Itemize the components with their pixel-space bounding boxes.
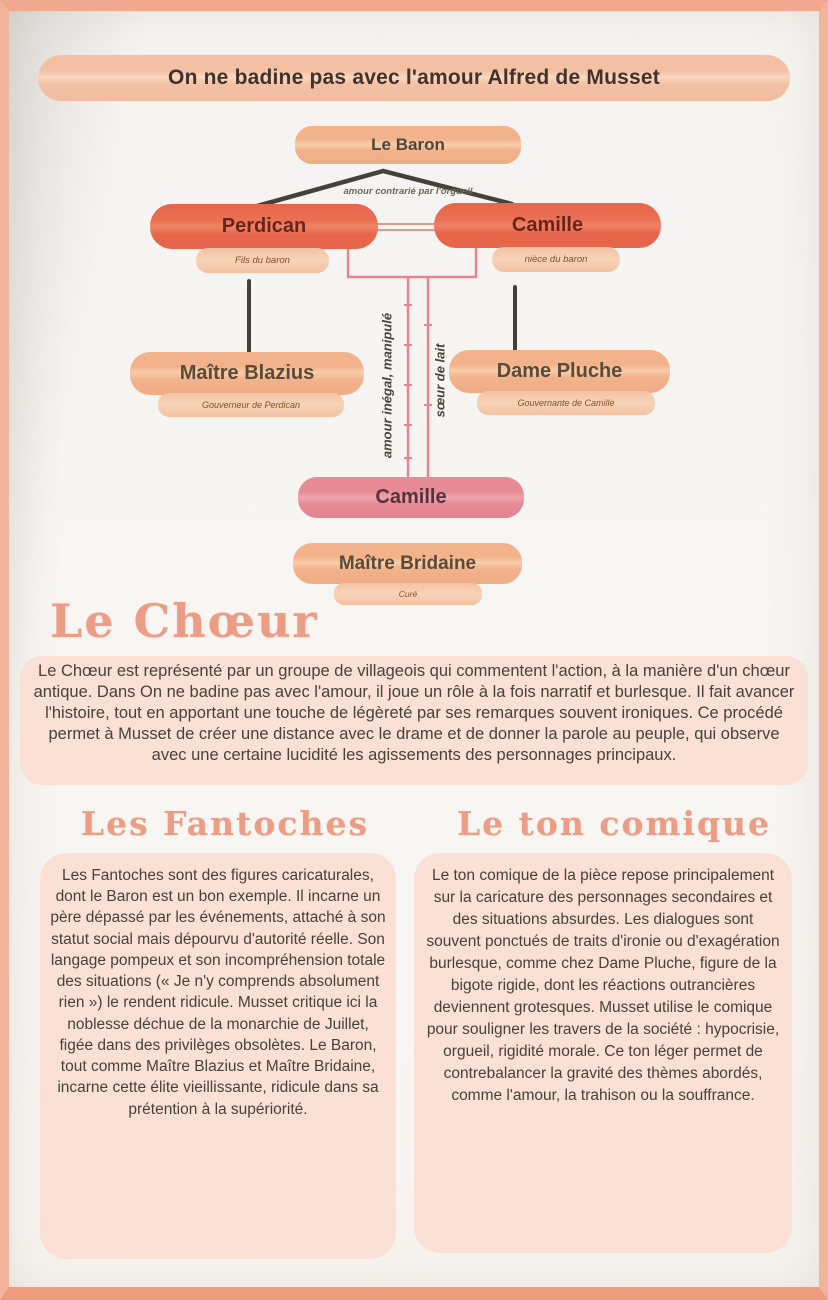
page-title-text: On ne badine pas avec l'amour Alfred de Musset: [168, 66, 660, 89]
role-blazius: Gouverneur de Perdican: [158, 393, 344, 417]
edge-label-amour-inegal: amour inégal, manipulé: [379, 312, 395, 459]
section-card-le-ton-comique: [414, 853, 792, 1253]
node-le-baron: [295, 126, 521, 164]
section-heading-le-ton-comique: Le ton comique: [456, 804, 772, 843]
role-camille: nièce du baron: [492, 247, 620, 272]
node-maitre-blazius: [130, 352, 364, 395]
node-le-baron-label: Le Baron: [371, 135, 445, 154]
node-maitre-bridaine: [293, 543, 522, 584]
node-perdican-label: Perdican: [221, 215, 307, 237]
node-soeur-de-lait-camille: [298, 477, 524, 518]
node-maitre-blazius-label: Maître Blazius: [179, 362, 315, 384]
node-dame-pluche-label: Dame Pluche: [496, 360, 623, 382]
node-soeur-de-lait-camille-label: Camille: [375, 486, 447, 508]
section-card-le-choeur: [20, 656, 808, 785]
section-heading-le-choeur: Le Chœur: [50, 594, 319, 648]
node-camille: [434, 203, 661, 248]
section-text-le-ton-comique: Le ton comique de la pièce repose principalement sur la caricature des personnages secondaires et des situations absurdes. Les dialogues sont souvent ponctués de traits d'ironie ou d'exagération burlesque, comme chez Dame Pluche, figure de la bigote rigide, dont les réactions outrancières deviennent grotesques. Musset utilise le comique pour souligner les travers de la société : hypocrisie, orgueil, rigidité morale. Ce ton léger permet de contrebalancer la gravité des thèmes abordés, comme l'amour, la trahison ou la souffrance.: [426, 867, 780, 1104]
section-heading-les-fantoches: Les Fantoches: [80, 804, 370, 843]
node-dame-pluche: [449, 350, 670, 393]
node-camille-label: Camille: [511, 214, 584, 236]
role-pluche: Gouvernante de Camille: [477, 391, 655, 415]
node-perdican: [150, 204, 378, 249]
section-text-les-fantoches: Les Fantoches sont des figures caricaturales, dont le Baron est un bon exemple. Il incarne un père dépassé par les événements, attaché à son statut social mais dépourvu d'autorité réelle. Son langage pompeux et son incompréhension totale des situations (« Je n'y comprends absolument rien ») le rendent ridicule. Musset critique ici la noblesse déchue de la monarchie de Juillet, figée dans des privilèges obsolètes. Le Baron, tout comme Maître Blazius et Maître Bridaine, incarne cette élite vieillissante, ridicule dans sa prétention à la supériorité.: [50, 867, 386, 1118]
node-maitre-bridaine-label: Maître Bridaine: [338, 552, 477, 574]
role-bridaine: Curé: [334, 583, 482, 605]
edge-label-soeur-de-lait: sœur de lait: [432, 343, 448, 418]
edge-label-amour-contrarie: amour contrarié par l'orgueil: [343, 186, 473, 197]
section-text-le-choeur: Le Chœur est représenté par un groupe de villageois qui commentent l'action, à la manière d'un chœur antique. Dans On ne badine pas avec l'amour, il joue un rôle à la fois narratif et burlesque. Il fait avancer l'histoire, tout en apportant une touche de légèreté par ses remarques souvent ironiques. Ce procédé permet à Musset de créer une distance avec le drame et de donner la parole au peuple, qui observe avec une certaine lucidité les agissements des personnages principaux.: [33, 662, 795, 765]
section-card-les-fantoches: [40, 853, 396, 1259]
role-perdican: Fils du baron: [196, 248, 329, 273]
